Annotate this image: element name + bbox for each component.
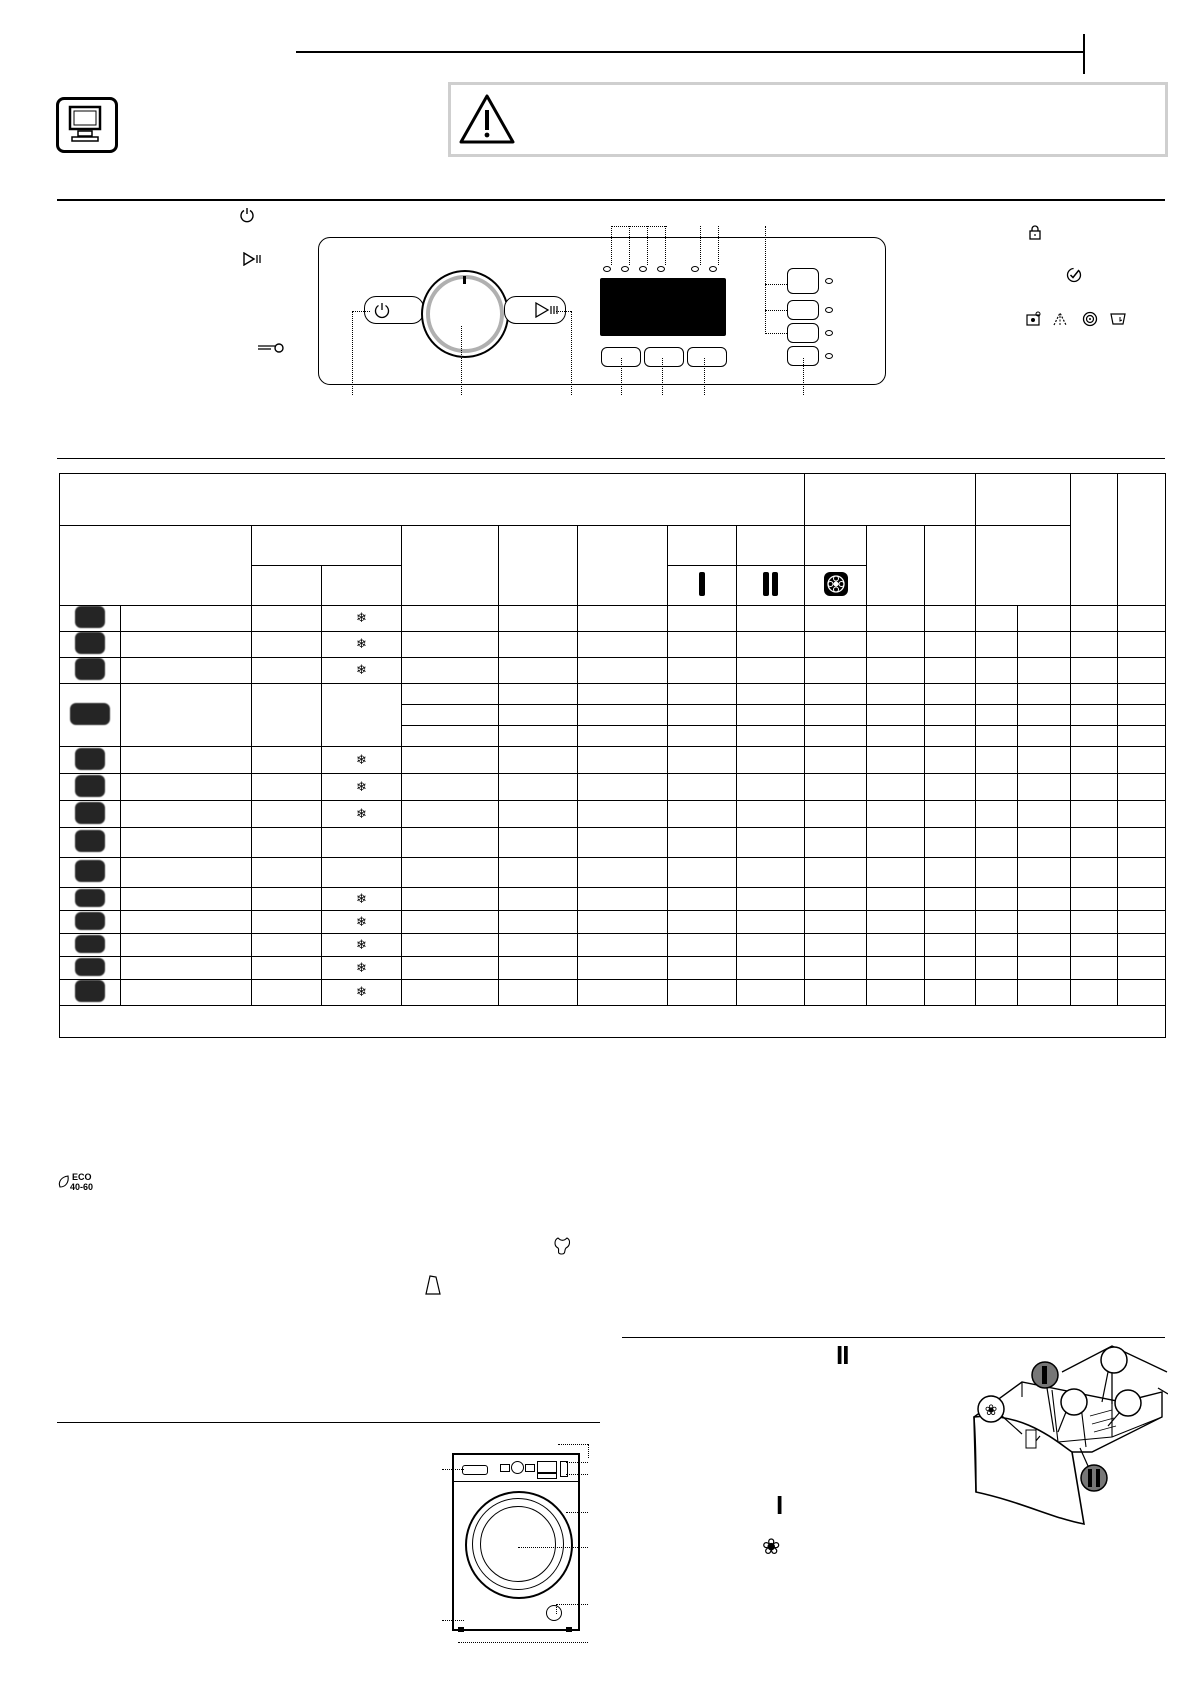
- leader-line: [665, 226, 666, 265]
- header-spin: [402, 526, 499, 606]
- header-temp-default: [252, 566, 322, 606]
- programme-icon-cell: [60, 888, 121, 911]
- table-row[interactable]: [60, 858, 1166, 888]
- header-res-2: [925, 526, 976, 606]
- header-col-a: [1071, 474, 1118, 606]
- cotton-icon: [75, 606, 105, 628]
- lock-icon: [1027, 224, 1043, 240]
- option-led: [825, 278, 833, 284]
- compartment-2-mark-b: [772, 572, 778, 596]
- cold-mark: ❄: [322, 957, 402, 980]
- leader-line: [765, 226, 766, 334]
- leader-line: [765, 333, 787, 334]
- timer-icon: [75, 889, 105, 907]
- cold-mark: ❄: [322, 801, 402, 828]
- programme-icon-cell: [60, 858, 121, 888]
- option-led: [825, 353, 833, 359]
- option-led: [825, 330, 833, 336]
- table-row[interactable]: [60, 801, 1166, 828]
- leader-line: [566, 1512, 588, 1513]
- table-row[interactable]: [60, 980, 1166, 1006]
- monitor-icon: [56, 97, 118, 153]
- header-programmes: [60, 526, 252, 606]
- leader-line: [461, 326, 462, 395]
- leader-line: [442, 1620, 464, 1621]
- warning-box: [448, 82, 1168, 157]
- indicator-led: [657, 266, 665, 272]
- washer-dial: [511, 1461, 524, 1474]
- leader-line: [458, 1642, 588, 1643]
- jeans-icon: [75, 802, 105, 824]
- table-row[interactable]: [60, 911, 1166, 934]
- rinse-icon: [75, 830, 105, 852]
- compartment-1-cell: [668, 566, 737, 606]
- leader-line: [556, 311, 571, 312]
- programme-icon-cell: [60, 980, 121, 1006]
- mixed-icon: [75, 658, 105, 680]
- cold-mark: ❄: [322, 934, 402, 957]
- leader-line: [621, 358, 622, 395]
- washer-panel-btn: [537, 1473, 557, 1479]
- cold-mark: ❄: [322, 911, 402, 934]
- dial-ring: [426, 275, 504, 353]
- spiral-icon: [1081, 311, 1099, 327]
- indicator-led: [639, 266, 647, 272]
- programme-icon-cell: [60, 632, 121, 658]
- table-row[interactable]: [60, 747, 1166, 774]
- header-res-1: [867, 526, 925, 606]
- sport-icon: [75, 935, 105, 953]
- mixed-icon-inline: [552, 1236, 574, 1256]
- start-pause-icon: [242, 252, 264, 266]
- header-comp-2: [737, 526, 805, 566]
- start-button-icon: [534, 302, 560, 318]
- header-rule: [296, 51, 1084, 53]
- key-lock-icon: [257, 341, 285, 355]
- table-row[interactable]: [60, 774, 1166, 801]
- cold-mark: [322, 828, 402, 858]
- leader-line: [718, 226, 719, 265]
- leader-line: [442, 1469, 464, 1470]
- leader-line: [566, 1462, 588, 1463]
- steam-icon: [1052, 311, 1072, 327]
- warning-triangle-icon: [458, 93, 516, 145]
- indicator-led: [709, 266, 717, 272]
- dial-pointer: [463, 276, 466, 284]
- header-temp-range: [322, 566, 402, 606]
- table-row[interactable]: [60, 828, 1166, 858]
- option-led: [825, 307, 833, 313]
- section-rule-4: [622, 1337, 1165, 1338]
- leader-line: [765, 284, 787, 285]
- programme-icon-cell: [60, 774, 121, 801]
- header-comp-3: [805, 526, 867, 566]
- stain-icon: [1025, 311, 1043, 327]
- header-programme: [60, 474, 805, 526]
- eco-4060-label: [57, 1172, 97, 1194]
- option-icons: [1025, 311, 1131, 327]
- fabric-softener-icon: [823, 571, 849, 597]
- delicates-icon: [75, 980, 105, 1002]
- start-pause-button[interactable]: [504, 296, 566, 324]
- power-button[interactable]: [364, 296, 424, 324]
- option-button-3[interactable]: [787, 323, 819, 343]
- header-temperature: [252, 526, 402, 566]
- table-row[interactable]: [60, 632, 1166, 658]
- leader-line: [611, 226, 612, 265]
- indicator-led: [621, 266, 629, 272]
- cold-mark: ❄: [322, 632, 402, 658]
- indicator-led: [603, 266, 611, 272]
- wool-icon: [75, 958, 105, 976]
- leader-line: [700, 226, 701, 265]
- leader-line: [588, 1444, 589, 1458]
- washer-drawer: [462, 1465, 488, 1475]
- compartment-2-mark-a: [763, 572, 769, 596]
- cold-mark: ❄: [322, 747, 402, 774]
- leader-line: [571, 311, 572, 395]
- programme-icon-cell: [60, 684, 121, 747]
- cold-mark: [322, 684, 402, 747]
- spin-button[interactable]: [644, 347, 684, 367]
- header-duration: [578, 526, 668, 606]
- eco-4060-icon: [70, 703, 110, 725]
- programme-icon-cell: [60, 828, 121, 858]
- table-row[interactable]: [60, 888, 1166, 911]
- compartment-one-mark: I: [776, 1490, 784, 1520]
- section-rule-1: [57, 199, 1165, 201]
- compartment-2-cell: [737, 566, 805, 606]
- programme-icon-cell: [60, 957, 121, 980]
- cold-mark: ❄: [322, 980, 402, 1006]
- programme-icon-cell: [60, 658, 121, 684]
- power-icon: [239, 207, 255, 223]
- section-rule-3: [57, 1422, 600, 1423]
- callout-flower: ❀: [984, 1401, 998, 1419]
- indicator-led: [691, 266, 699, 272]
- cold-mark: ❄: [322, 888, 402, 911]
- washer-foot: [458, 1627, 464, 1632]
- digital-display: [600, 278, 726, 336]
- spin-icon: [75, 860, 105, 882]
- compartment-two-mark: II: [836, 1340, 849, 1370]
- eco-range: 40-60: [70, 1182, 94, 1192]
- hot-wash-icon: [75, 912, 105, 930]
- leader-line: [765, 310, 787, 311]
- leader-line: [629, 226, 630, 265]
- drain-icon: [1109, 311, 1129, 327]
- programme-icon-cell: [60, 801, 121, 828]
- shirt-icon: [75, 632, 105, 654]
- option-button-2[interactable]: [787, 300, 819, 320]
- washer-filter: [546, 1605, 562, 1621]
- delay-button[interactable]: [687, 347, 727, 367]
- table-footnote-row: [60, 1006, 1166, 1038]
- table-row[interactable]: [60, 934, 1166, 957]
- option-button-1[interactable]: [787, 268, 819, 294]
- leader-line: [556, 1604, 588, 1605]
- header-col-b: [1118, 474, 1166, 606]
- table-row[interactable]: [60, 606, 1166, 632]
- section-rule-2: [57, 458, 1165, 459]
- delicates-icon-inline: [424, 1274, 442, 1296]
- cold-mark: [322, 858, 402, 888]
- leader-line: [518, 1547, 588, 1548]
- header-load: [499, 526, 578, 606]
- table-row[interactable]: [60, 957, 1166, 980]
- programme-icon-cell: [60, 934, 121, 957]
- leader-line: [352, 311, 370, 312]
- detergent-drawer-diagram: [962, 1342, 1168, 1532]
- leader-line: [647, 226, 648, 265]
- leader-line: [803, 358, 804, 395]
- washer-display: [537, 1461, 557, 1473]
- leader-line: [558, 1444, 588, 1445]
- programme-dial[interactable]: [421, 270, 509, 358]
- leader-line: [566, 1474, 588, 1475]
- eco-leaf-icon: [57, 1174, 71, 1190]
- compartment-flower-mark: ❀: [762, 1535, 781, 1560]
- programme-icon-cell: [60, 911, 121, 934]
- leader-line: [611, 226, 667, 227]
- compartment-3-cell: [805, 566, 867, 606]
- cold-mark: ❄: [322, 774, 402, 801]
- header-residual: [976, 474, 1071, 526]
- control-panel: [318, 237, 886, 385]
- washer-foot: [566, 1627, 572, 1632]
- compartment-1-mark: [699, 572, 705, 596]
- washer-door-glass: [480, 1506, 556, 1582]
- leader-line: [662, 358, 663, 395]
- table-row[interactable]: [60, 658, 1166, 684]
- cold-mark: ❄: [322, 606, 402, 632]
- programme-table: [59, 473, 1166, 1038]
- washing-machine-diagram: [452, 1453, 580, 1633]
- programme-icon-cell: [60, 747, 121, 774]
- programme-icon-cell: [60, 606, 121, 632]
- washer-panel-btn: [500, 1464, 510, 1472]
- tshirt-icon: [75, 748, 105, 770]
- washer-panel-btn: [525, 1464, 535, 1472]
- cold-mark: ❄: [322, 658, 402, 684]
- power-button-icon: [373, 301, 391, 319]
- done-icon: [1065, 266, 1083, 284]
- leader-line: [352, 311, 353, 395]
- quick-icon: [75, 775, 105, 797]
- header-comp-1: [668, 526, 737, 566]
- table-footnote: [60, 1006, 1166, 1038]
- eco-text: ECO: [72, 1172, 92, 1182]
- leader-line: [556, 1604, 557, 1614]
- leader-line: [704, 358, 705, 395]
- header-detergent: [805, 474, 976, 526]
- table-row[interactable]: [60, 684, 1166, 705]
- header-rule-tick: [1083, 34, 1085, 74]
